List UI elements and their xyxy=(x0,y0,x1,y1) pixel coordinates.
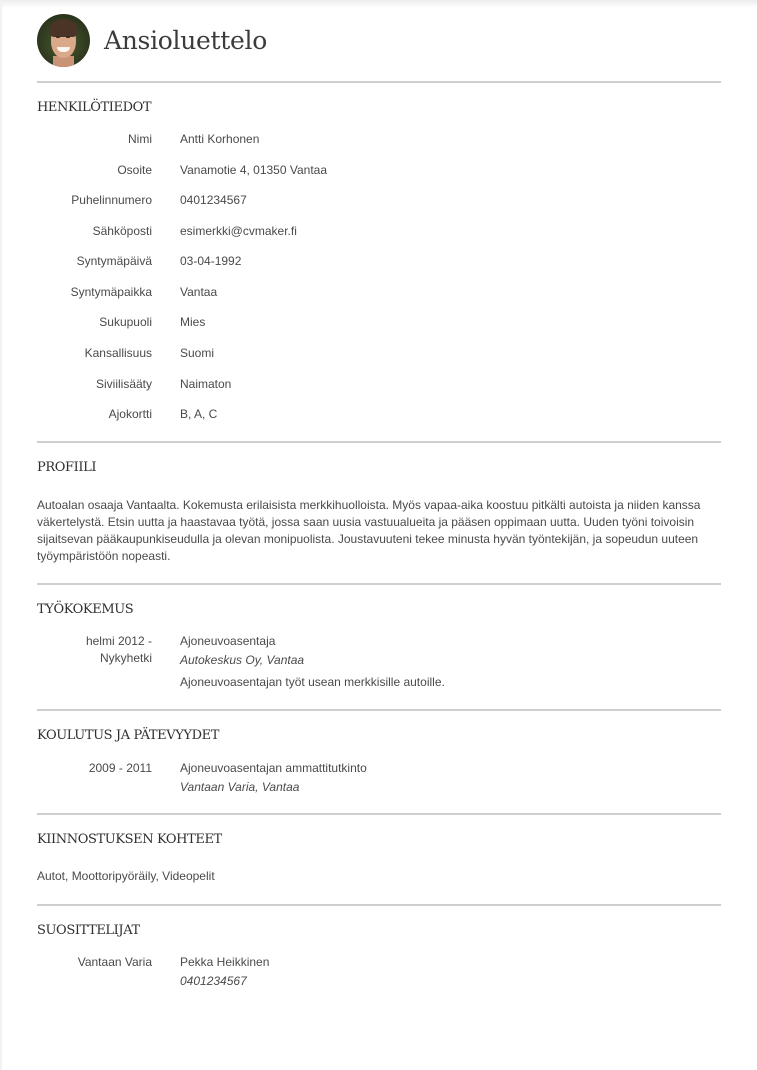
section-title-education: KOULUTUS JA PÄTEVYYDET xyxy=(37,728,219,743)
divider xyxy=(37,709,721,711)
section-title-personal: HENKILÖTIEDOT xyxy=(37,100,152,115)
field-label: Sukupuoli xyxy=(99,315,152,329)
field-label: Syntymäpäivä xyxy=(76,254,152,268)
profile-text xyxy=(37,497,705,565)
cv-header xyxy=(37,14,267,66)
field-value: esimerkki@cvmaker.fi xyxy=(180,224,297,238)
section-title-experience: TYÖKOKEMUS xyxy=(37,602,134,617)
field-value: 0401234567 xyxy=(180,193,247,207)
field-label: Nimi xyxy=(128,132,152,146)
field-value: Vantaa xyxy=(180,285,218,299)
reference-name: Pekka Heikkinen xyxy=(180,955,270,969)
field-value: Antti Korhonen xyxy=(180,132,260,146)
position: Ajoneuvoasentaja xyxy=(180,634,276,648)
period-start: helmi 2012 - xyxy=(85,634,152,648)
experience-period xyxy=(37,633,152,667)
field-label: Siviilisääty xyxy=(95,377,152,391)
employer: Autokeskus Oy, Vantaa xyxy=(180,653,305,667)
field-label: Kansallisuus xyxy=(84,346,152,360)
field-label: Osoite xyxy=(117,163,152,177)
field-value: Suomi xyxy=(180,346,215,360)
section-title-profile: PROFIILI xyxy=(37,460,97,475)
job-description: Ajoneuvoasentajan työt usean merkkisille autoille. xyxy=(180,675,445,689)
divider xyxy=(37,813,721,815)
period-end: Nykyhetki xyxy=(99,651,152,665)
field-value: Vanamotie 4, 01350 Vantaa xyxy=(180,163,327,177)
school: Vantaan Varia, Vantaa xyxy=(180,780,300,794)
reference-organization: Vantaan Varia xyxy=(77,955,152,969)
divider xyxy=(37,904,721,906)
field-value: Mies xyxy=(180,315,206,329)
field-label: Puhelinnumero xyxy=(71,193,152,207)
field-value: B, A, C xyxy=(180,407,218,421)
field-label: Syntymäpaikka xyxy=(70,285,152,299)
field-label: Sähköposti xyxy=(92,224,152,238)
profile-line: Autoalan osaaja Vantaalta. Kokemusta erilaisista merkkihuolloista. Myös vapaa-aika koostuu pitkälti autoista ja niiden kanssa xyxy=(37,498,701,512)
page-title: Ansioluettelo xyxy=(104,25,267,55)
field-value: Naimaton xyxy=(180,377,232,391)
profile-line: sijaitsevan pääkaupunkiseudulla ja olevan monipuolista. Joustavuuteni tekee minusta hyvän työntekijän, ja sopeudun uuteen xyxy=(37,532,699,546)
education-period: 2009 - 2011 xyxy=(88,761,152,775)
divider xyxy=(37,81,721,83)
avatar xyxy=(37,14,90,67)
section-title-references: SUOSITTELIJAT xyxy=(37,923,140,938)
divider xyxy=(37,441,721,443)
profile-line: väkertelystä. Etsin uutta ja haastavaa työtä, jossa saan uusia vastuualueita ja pääsen oppimaan uutta. Uuden työni toivoisin xyxy=(37,515,695,529)
page-left-edge xyxy=(0,0,2,1070)
field-label: Ajokortti xyxy=(108,407,152,421)
experience-details xyxy=(180,633,445,691)
degree: Ajoneuvoasentajan ammattitutkinto xyxy=(180,761,367,775)
top-shadow xyxy=(0,0,757,8)
reference-details xyxy=(180,954,269,990)
reference-phone: 0401234567 xyxy=(180,974,247,988)
section-title-interests: KIINNOSTUKSEN KOHTEET xyxy=(37,832,222,847)
profile-line: työympäristöön nopeasti. xyxy=(37,549,171,563)
interests-text: Autot, Moottoripyöräily, Videopelit xyxy=(37,869,215,883)
education-details xyxy=(180,760,367,796)
divider xyxy=(37,583,721,585)
field-value: 03-04-1992 xyxy=(180,254,242,268)
